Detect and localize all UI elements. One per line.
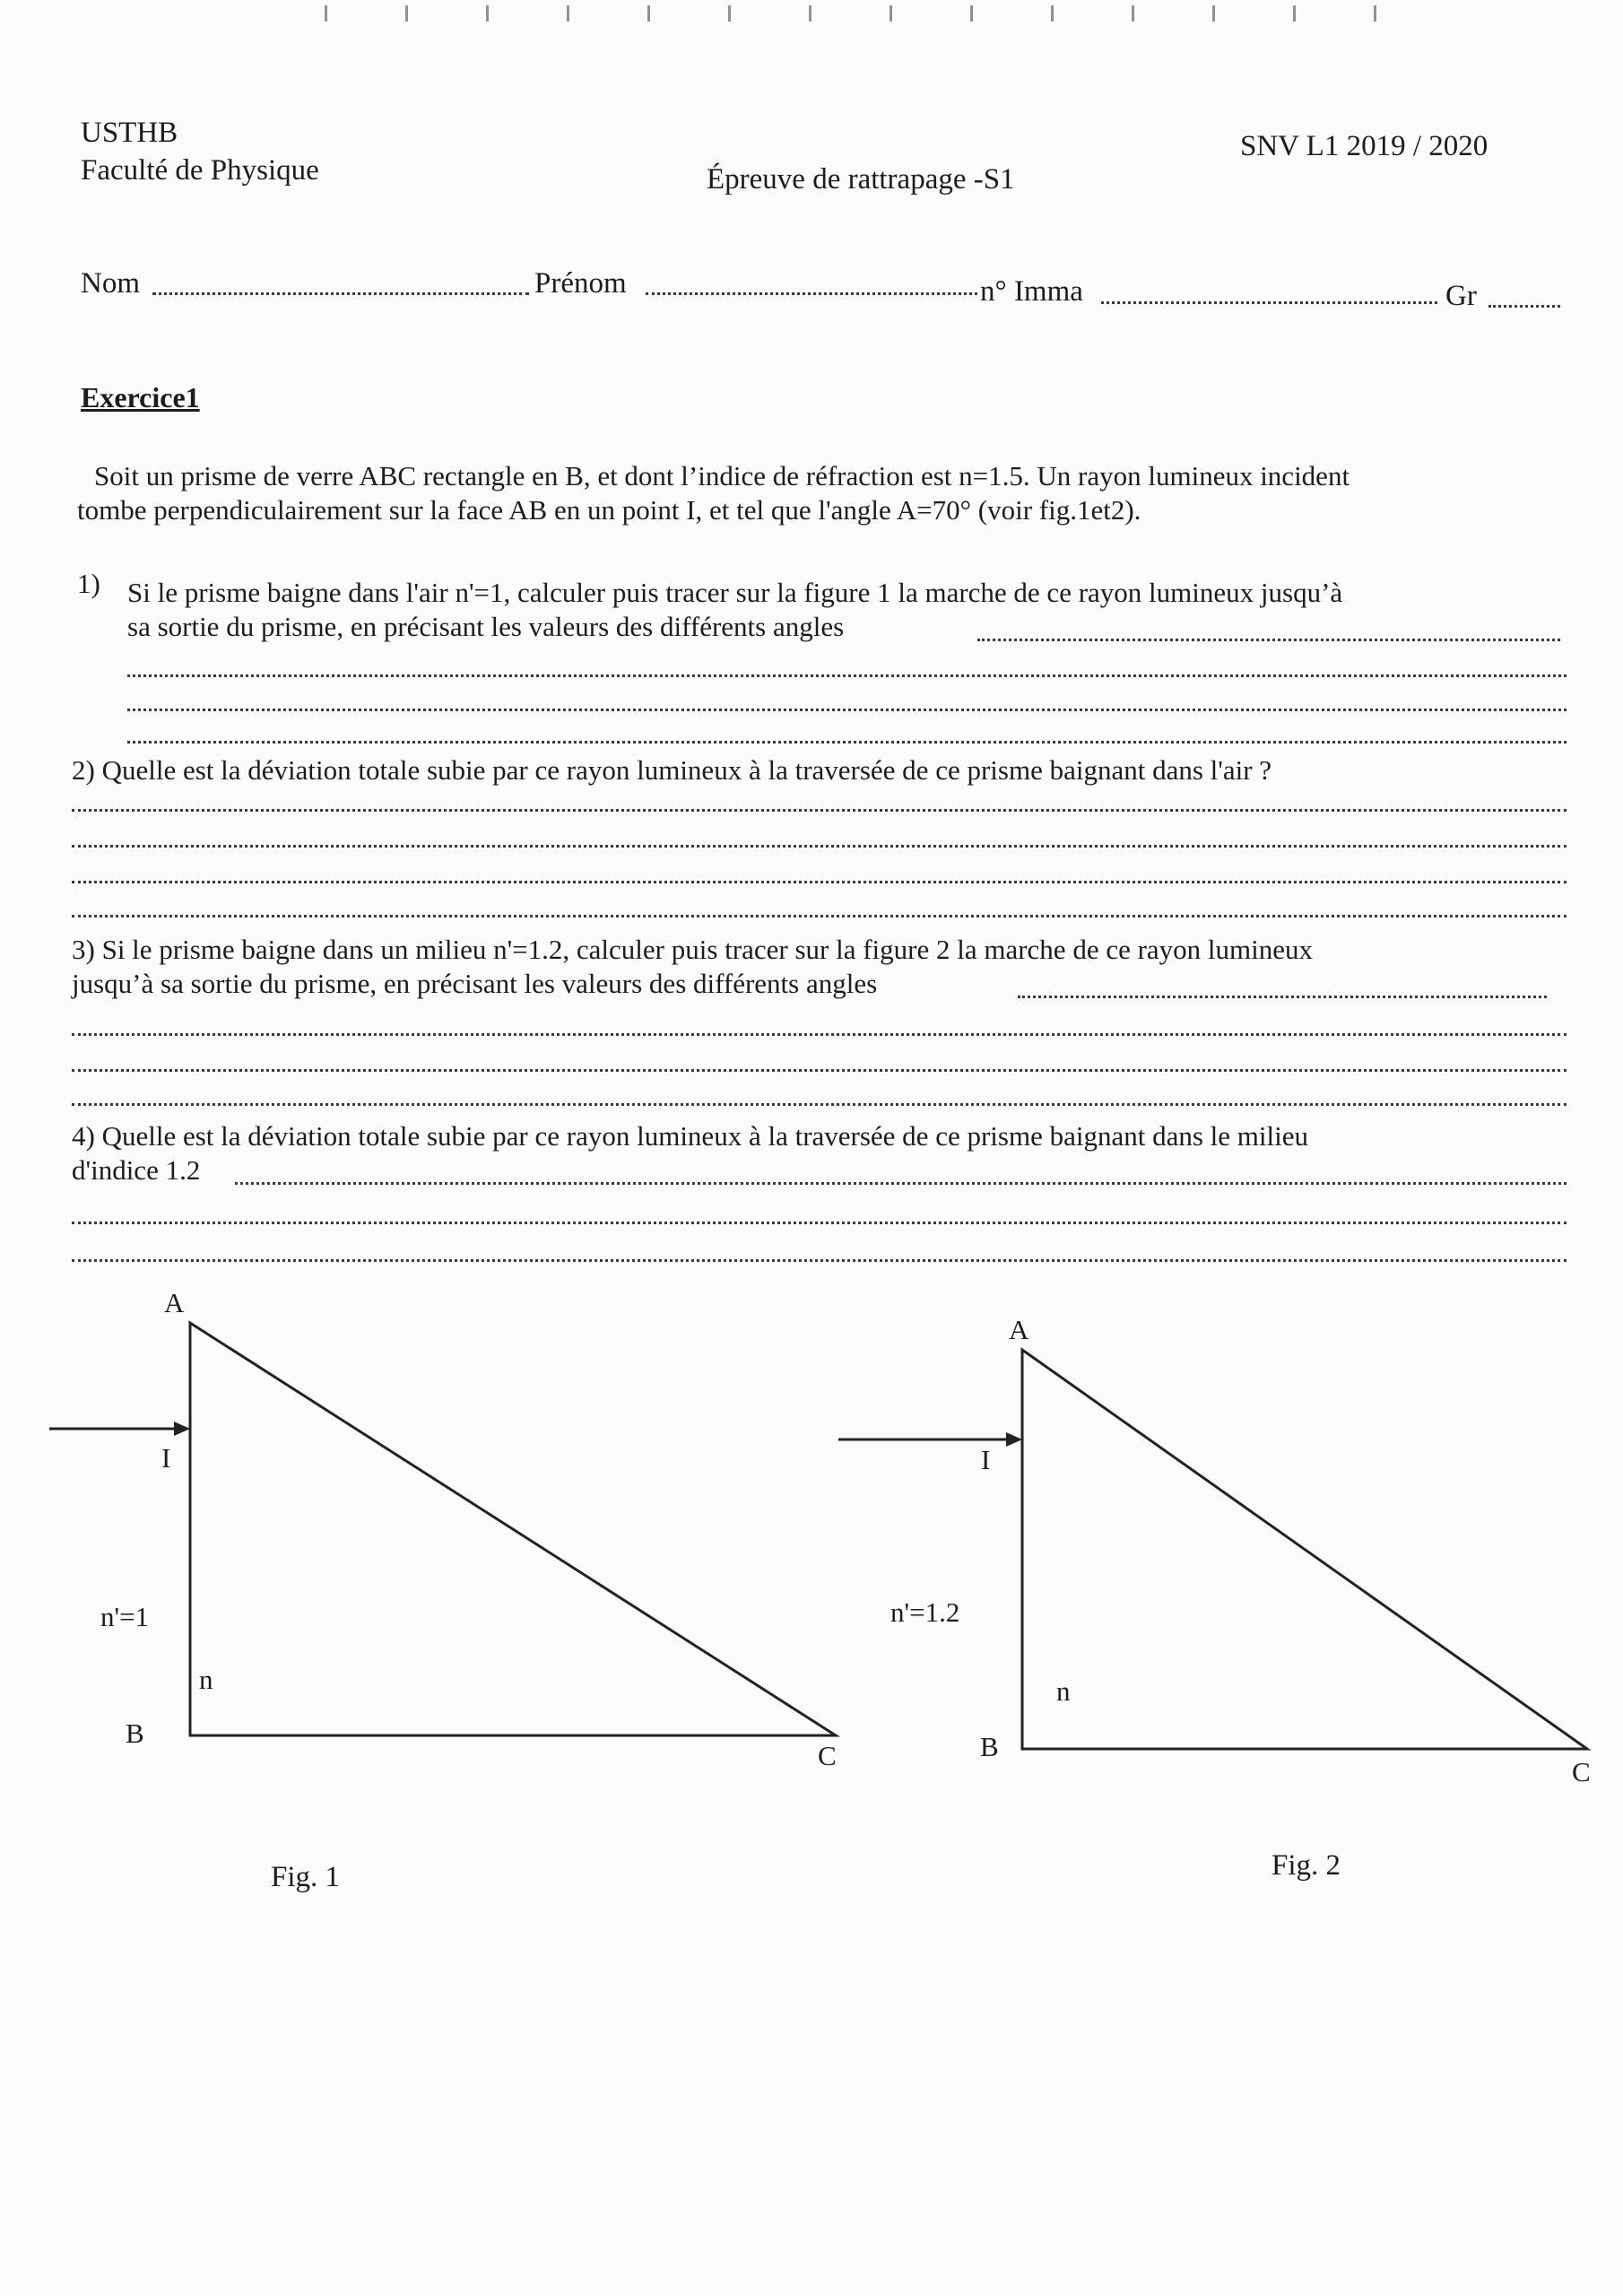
exercise-title: Exercice1 xyxy=(81,381,200,413)
imma-label: n° Imma xyxy=(980,275,1083,308)
fig2-vertex-c: C xyxy=(1572,1756,1591,1787)
fig2-vertex-b: B xyxy=(980,1731,999,1762)
q4-line-2: d'indice 1.2 xyxy=(72,1154,201,1186)
fig2-vertex-a: A xyxy=(1009,1314,1029,1345)
q3-line-1: 3) Si le prisme baigne dans un milieu n'=1.2, calculer puis tracer sur la figure 2 la marche de ce rayon lumineux xyxy=(72,934,1314,965)
fig1-prism-index: n xyxy=(199,1664,213,1695)
fig2-prism-index: n xyxy=(1056,1675,1071,1707)
prism-triangle xyxy=(1022,1350,1587,1749)
q3-line-2: jusqu’à sa sortie du prisme, en précisant les valeurs des différents angles xyxy=(72,968,878,999)
statement-line-2: tombe perpendiculairement sur la face AB en un point I, et tel que l'angle A=70° (voir fig.1et2). xyxy=(77,494,1141,526)
fig1-vertex-b: B xyxy=(126,1718,144,1749)
fig2-point-i: I xyxy=(981,1444,991,1475)
class-year: SNV L1 2019 / 2020 xyxy=(1240,130,1488,162)
exam-title: Épreuve de rattrapage -S1 xyxy=(707,163,1015,196)
q4-line-1: 4) Quelle est la déviation totale subie par ce rayon lumineux à la traversée de ce prisme baignant dans le milieu xyxy=(72,1120,1308,1152)
ray-arrowhead xyxy=(1006,1432,1022,1447)
fig2-medium-index: n'=1.2 xyxy=(890,1596,960,1628)
gr-label: Gr xyxy=(1445,280,1477,312)
fig2-caption: Fig. 2 xyxy=(1271,1849,1341,1882)
university-name: USTHB xyxy=(81,117,178,149)
q1-number: 1) xyxy=(77,568,100,599)
fig1-vertex-a: A xyxy=(164,1287,185,1318)
q1-line-1: Si le prisme baigne dans l'air n'=1, calculer puis tracer sur la figure 1 la marche de ce rayon lumineux jusqu’à xyxy=(127,577,1343,608)
fig1-vertex-c: C xyxy=(818,1740,837,1771)
fig1-point-i: I xyxy=(161,1442,171,1474)
nom-label: Nom xyxy=(81,267,140,300)
fig1-caption: Fig. 1 xyxy=(271,1861,341,1893)
statement-line-1: Soit un prisme de verre ABC rectangle en B, et dont l’indice de réfraction est n=1.5. Un rayon lumineux incident xyxy=(94,460,1350,491)
fig1-medium-index: n'=1 xyxy=(100,1601,150,1632)
q2-text: 2) Quelle est la déviation totale subie par ce rayon lumineux à la traversée de ce prisme baignant dans l'air ? xyxy=(72,754,1272,786)
prenom-label: Prénom xyxy=(534,267,627,300)
q1-line-2: sa sortie du prisme, en précisant les valeurs des différents angles xyxy=(127,611,845,642)
faculty-name: Faculté de Physique xyxy=(81,154,319,187)
